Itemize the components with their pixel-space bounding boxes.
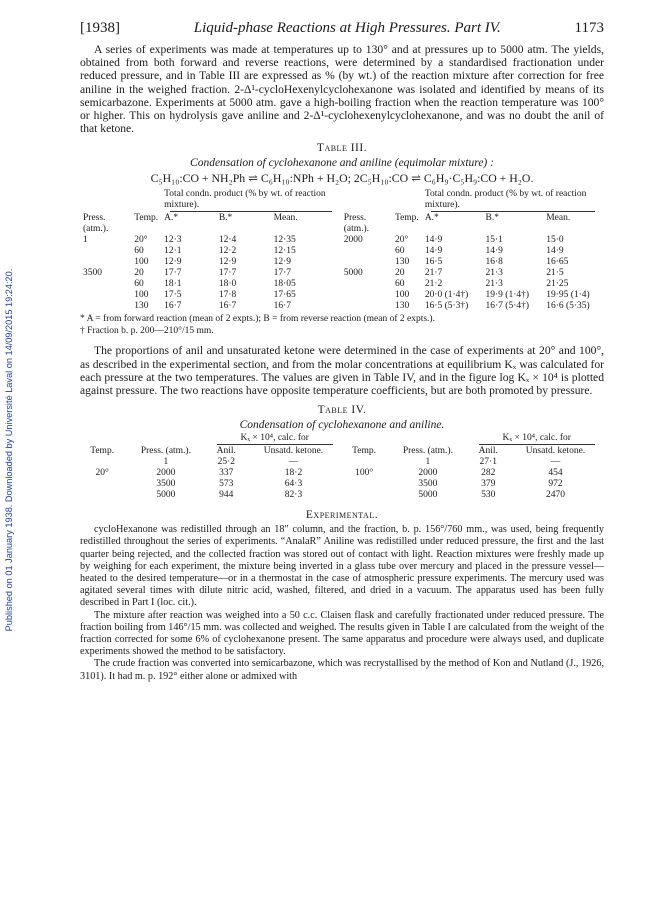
table3-cell: 12·2 xyxy=(218,246,237,257)
download-watermark xyxy=(2,150,16,750)
table3-cell: 18·0 xyxy=(218,279,237,290)
middle-paragraph: The proportions of anil and unsaturated ketone were determined in the case of experiments at 20° and 100°, as described in the experimental section, and from the molar concentrations at equilibrium Kₓ was calculated for each pressure at the two temperatures. The values are given in Table IV, and in the figure log Kₓ × 10⁴ is plotted against pressure. The two reactions have opposite temperature coefficients, but are both promoted by pressure. xyxy=(80,344,604,398)
table3-cell xyxy=(341,290,392,301)
table4-cell: — xyxy=(550,457,561,468)
table4-header-press-2: Press. (atm.). xyxy=(402,446,453,457)
table3-header-row xyxy=(80,213,604,235)
table3-cell: 16·7 xyxy=(218,301,237,312)
table3-header-b-2: B.* xyxy=(485,213,499,224)
table4-cell xyxy=(80,479,124,490)
header-title: Liquid-phase Reactions at High Pressures. Part IV. xyxy=(193,20,501,36)
table3-row xyxy=(80,257,604,268)
table3-header-a: A.* xyxy=(164,213,179,224)
table4-cell xyxy=(342,457,386,468)
table3-right-group-label: Total condn. product (% by wt. of reaction mixture). xyxy=(424,189,587,211)
table4-cell: 20° xyxy=(95,468,109,479)
table3-cell: 17·5 xyxy=(164,290,182,301)
table4-cell: 972 xyxy=(548,479,563,490)
table3-cell: 16·7 xyxy=(273,301,291,312)
table4-header-press: Press. (atm.). xyxy=(140,446,191,457)
experimental-paragraph-1: cycloHexanone was redistilled through an 18″ column, and the fraction, b. p. 156°/760 mm., was used, being frequently redistilled throughout the series of experiments. “AnalaR” Aniline was redistilled under reduced pressure, the first and the last quarter being rejected, and the collected fraction was stored out of contact with light. Reaction mixtures were freshly made up by weighing for each experiment, the mixture being inverted in a glass tube over mercury and placed in the pressure vessel—heated to the desired temperature—or in a thermostat in the case of atmospheric pressure experiments. The mercury used was agitated several times with dilute nitric acid, washed, filtered, and dried in a vacuum. The apparatus used has been fully described in Part I (loc. cit.). xyxy=(80,524,604,609)
table4-row xyxy=(80,468,604,479)
table3-cell: 60 xyxy=(394,246,405,257)
table4-cell: 1 xyxy=(163,457,169,468)
table3-cell: 15·1 xyxy=(485,235,503,246)
table3-cell: 17·65 xyxy=(273,290,296,301)
table4-row xyxy=(80,479,604,490)
table3-cell: 5000 xyxy=(343,268,363,279)
table4-cell xyxy=(80,490,124,501)
table3-cell xyxy=(80,301,131,312)
table3-header-b: B.* xyxy=(218,213,233,224)
table4-cell: 64·3 xyxy=(284,479,303,490)
table3-cell: 16·8 xyxy=(485,257,503,268)
table4-cell: 337 xyxy=(219,468,234,479)
table3-cell: 2000 xyxy=(343,235,363,246)
table3-cell: 60 xyxy=(134,246,144,257)
table3-header-press: Press. (atm.). xyxy=(83,213,109,235)
table3-cell xyxy=(80,290,131,301)
table3-subcaption: Condensation of cyclohexanone and aniline (equimolar mixture) : xyxy=(190,157,494,170)
table3-cell xyxy=(341,301,392,312)
table3-cell xyxy=(341,257,392,268)
table3-note-1: * A = from forward reaction (mean of 2 expts.); B = from reverse reaction (mean of 2 expts.). xyxy=(80,314,435,325)
table3-cell: 20 xyxy=(134,268,144,279)
table4-right-group-label: Kₓ × 10⁴, calc. for xyxy=(502,433,571,444)
table3-cell: 21·3 xyxy=(485,279,503,290)
table4-cell xyxy=(342,490,386,501)
table3-cell: 14·9 xyxy=(485,246,503,257)
table3-cell: 19·9 (1·4†) xyxy=(485,290,530,301)
table3-cell: 16·7 (5·4†) xyxy=(485,301,530,312)
table3-group-row xyxy=(80,189,604,213)
table3-cell: 14·9 xyxy=(546,246,564,257)
table4-header-anil-2: Anil. xyxy=(478,446,498,457)
table4-cell: 530 xyxy=(481,490,496,501)
table3-cell: 12·35 xyxy=(273,235,296,246)
table3-cell: 17·7 xyxy=(218,268,237,279)
table3-cell: 18·05 xyxy=(273,279,296,290)
experimental-paragraph-2: The mixture after reaction was weighed into a 50 c.c. Claisen flask and carefully fractionated under reduced pressure. The fraction boiling from 146°/15 mm. was collected and weighed. The results given in Table I are calculated from the weight of the fraction corrected for some 6% of cyclohexanone present. The same apparatus and procedure were always used, and duplicate experiments showed the method to be satisfactory. xyxy=(80,609,604,658)
table4-cell: 1 xyxy=(425,457,431,468)
experimental-heading: Experimental. xyxy=(305,509,379,522)
table4-row xyxy=(80,490,604,501)
table3-cell: 100 xyxy=(394,290,410,301)
reaction-equation: C₅H₁₀:CO + NH₂Ph ⇌ C₆H₁₀:NPh + H₂O; 2C₅H₁₀:CO ⇌ C₆H₉·C₅H₉:CO + H₂O. xyxy=(150,171,534,186)
table3-cell xyxy=(341,279,392,290)
table3-caption: Table III. xyxy=(316,142,368,155)
table3-cell: 130 xyxy=(394,301,410,312)
table4-cell: — xyxy=(288,457,299,468)
intro-paragraph: A series of experiments was made at temperatures up to 130° and at pressures up to 5000 atm. The yields, obtained from both forward and reverse reactions, were determined by a standardised fractionation under reduced pressure, and in Table III are expressed as % (by wt.) of the reaction mixture after correction for free aniline in the weighed fraction. 2-Δ¹-cycloHexenylcyclohexanone was isolated and identified by means of its semicarbazone. Experiments at 5000 atm. gave a high-boiling fraction when the reaction temperature was 100° or higher. This on hydrolysis gave aniline and 2-Δ¹-cyclohexenylcyclohexanone, and was no doubt the anil of that ketone. xyxy=(80,43,604,136)
table3-cell: 16·65 xyxy=(546,257,569,268)
table3-cell: 12·4 xyxy=(218,235,237,246)
table3-cell: 12·9 xyxy=(273,257,291,268)
table3-cell: 15·0 xyxy=(546,235,564,246)
table3-cell: 1 xyxy=(83,235,88,246)
table4-cell: 3500 xyxy=(418,479,438,490)
table4-subcaption: Condensation of cyclohexanone and aniline. xyxy=(239,419,445,432)
table3-cell: 20° xyxy=(134,235,148,246)
table4-cell: 100° xyxy=(355,468,374,479)
table4-header-unsat: Unsatd. ketone. xyxy=(263,446,324,457)
table3-cell: 130 xyxy=(394,257,410,268)
table3-cell: 16·7 xyxy=(164,301,182,312)
table3-note-2: † Fraction b. p. 200—210°/15 mm. xyxy=(80,325,214,336)
table3-cell: 60 xyxy=(134,279,144,290)
table3-cell: 12·9 xyxy=(218,257,237,268)
table4-header-row xyxy=(80,446,604,457)
table4-caption: Table IV. xyxy=(317,404,367,417)
table3-cell xyxy=(341,246,392,257)
table3-row xyxy=(80,279,604,290)
table3-cell xyxy=(80,279,131,290)
table3-cell: 21·3 xyxy=(485,268,503,279)
table3-cell xyxy=(80,246,131,257)
table4-cell: 5000 xyxy=(418,490,438,501)
table4-header-unsat-2: Unsatd. ketone. xyxy=(525,446,586,457)
table3-row xyxy=(80,290,604,301)
table3-header-press-2: Press. (atm.). xyxy=(343,213,370,235)
table3-cell: 16·6 (5·35) xyxy=(546,301,590,312)
table3-cell: 19·95 (1·4) xyxy=(546,290,590,301)
table3-cell: 16·5 (5·3†) xyxy=(424,301,469,312)
journal-page xyxy=(80,20,604,683)
table3-cell: 17·8 xyxy=(218,290,237,301)
table3-cell: 3500 xyxy=(83,268,102,279)
table4-cell: 454 xyxy=(548,468,563,479)
table3-cell: 60 xyxy=(394,279,405,290)
table4-cell: 2000 xyxy=(418,468,438,479)
table3-header-mean-2: Mean. xyxy=(546,213,571,224)
table3-cell: 100 xyxy=(134,290,149,301)
table3-cell: 17·7 xyxy=(164,268,182,279)
table3-cell: 21·25 xyxy=(546,279,569,290)
table3-header-temp: Temp. xyxy=(134,213,159,224)
table3-cell xyxy=(80,257,131,268)
table3-cell: 12·3 xyxy=(164,235,182,246)
table4-header-anil: Anil. xyxy=(216,446,236,457)
table4-cell: 5000 xyxy=(156,490,176,501)
table3-body xyxy=(80,235,604,312)
table4-cell: 282 xyxy=(481,468,496,479)
table3-row xyxy=(80,268,604,279)
table4-header-temp-2: Temp. xyxy=(352,446,377,457)
table3-cell: 21·2 xyxy=(424,279,443,290)
table4-cell xyxy=(342,479,386,490)
table3 xyxy=(80,189,604,312)
page-header xyxy=(80,20,604,37)
table3-cell: 16·5 xyxy=(424,257,443,268)
table3-cell: 21·7 xyxy=(424,268,443,279)
table3-row xyxy=(80,301,604,312)
page-number: 1173 xyxy=(574,20,604,36)
table4-row xyxy=(80,457,604,468)
table3-cell: 12·9 xyxy=(164,257,182,268)
table4-body xyxy=(80,457,604,501)
table4-header-temp: Temp. xyxy=(90,446,115,457)
table3-cell: 14·9 xyxy=(424,246,443,257)
table4-group-row xyxy=(80,433,604,446)
table4-cell: 2470 xyxy=(545,490,565,501)
table4-cell: 25·2 xyxy=(217,457,235,468)
table4-cell: 2000 xyxy=(156,468,176,479)
table4-cell: 27·1 xyxy=(479,457,497,468)
table4-left-group-label: Kₓ × 10⁴, calc. for xyxy=(240,433,309,444)
table3-row xyxy=(80,235,604,246)
table3-header-temp-2: Temp. xyxy=(394,213,419,224)
table4-cell: 82·3 xyxy=(284,490,303,501)
table3-cell: 12·15 xyxy=(273,246,296,257)
table3-row xyxy=(80,246,604,257)
table3-cell: 17·7 xyxy=(273,268,291,279)
table3-cell: 130 xyxy=(134,301,149,312)
watermark-text: Published on 01 January 1938. Downloaded by Université Laval on 14/09/2015 19:24:20. xyxy=(4,268,14,632)
table3-cell: 20° xyxy=(394,235,409,246)
table3-cell: 18·1 xyxy=(164,279,182,290)
table4-cell: 573 xyxy=(219,479,234,490)
table3-cell: 14·9 xyxy=(424,235,443,246)
table4-cell: 18·2 xyxy=(284,468,303,479)
table3-cell: 12·1 xyxy=(164,246,182,257)
table3-cell: 21·5 xyxy=(546,268,564,279)
table3-cell: 20 xyxy=(394,268,405,279)
table3-header-a-2: A.* xyxy=(424,213,439,224)
table3-header-mean: Mean. xyxy=(273,213,298,224)
table3-cell: 100 xyxy=(134,257,149,268)
table3-notes xyxy=(80,314,604,337)
experimental-paragraph-3: The crude fraction was converted into semicarbazone, which was recrystallised by the method of Kon and Nutland (J., 1926, 3101). It had m. p. 192° either alone or admixed with xyxy=(80,658,604,682)
table4-cell: 944 xyxy=(219,490,234,501)
table4-cell: 3500 xyxy=(156,479,176,490)
header-year: [1938] xyxy=(80,20,120,36)
table4-cell xyxy=(80,457,124,468)
table3-cell: 20·0 (1·4†) xyxy=(424,290,469,301)
table4 xyxy=(80,433,604,501)
table3-left-group-label: Total condn. product (% by wt. of reaction mixture). xyxy=(164,189,326,211)
table4-cell: 379 xyxy=(481,479,496,490)
